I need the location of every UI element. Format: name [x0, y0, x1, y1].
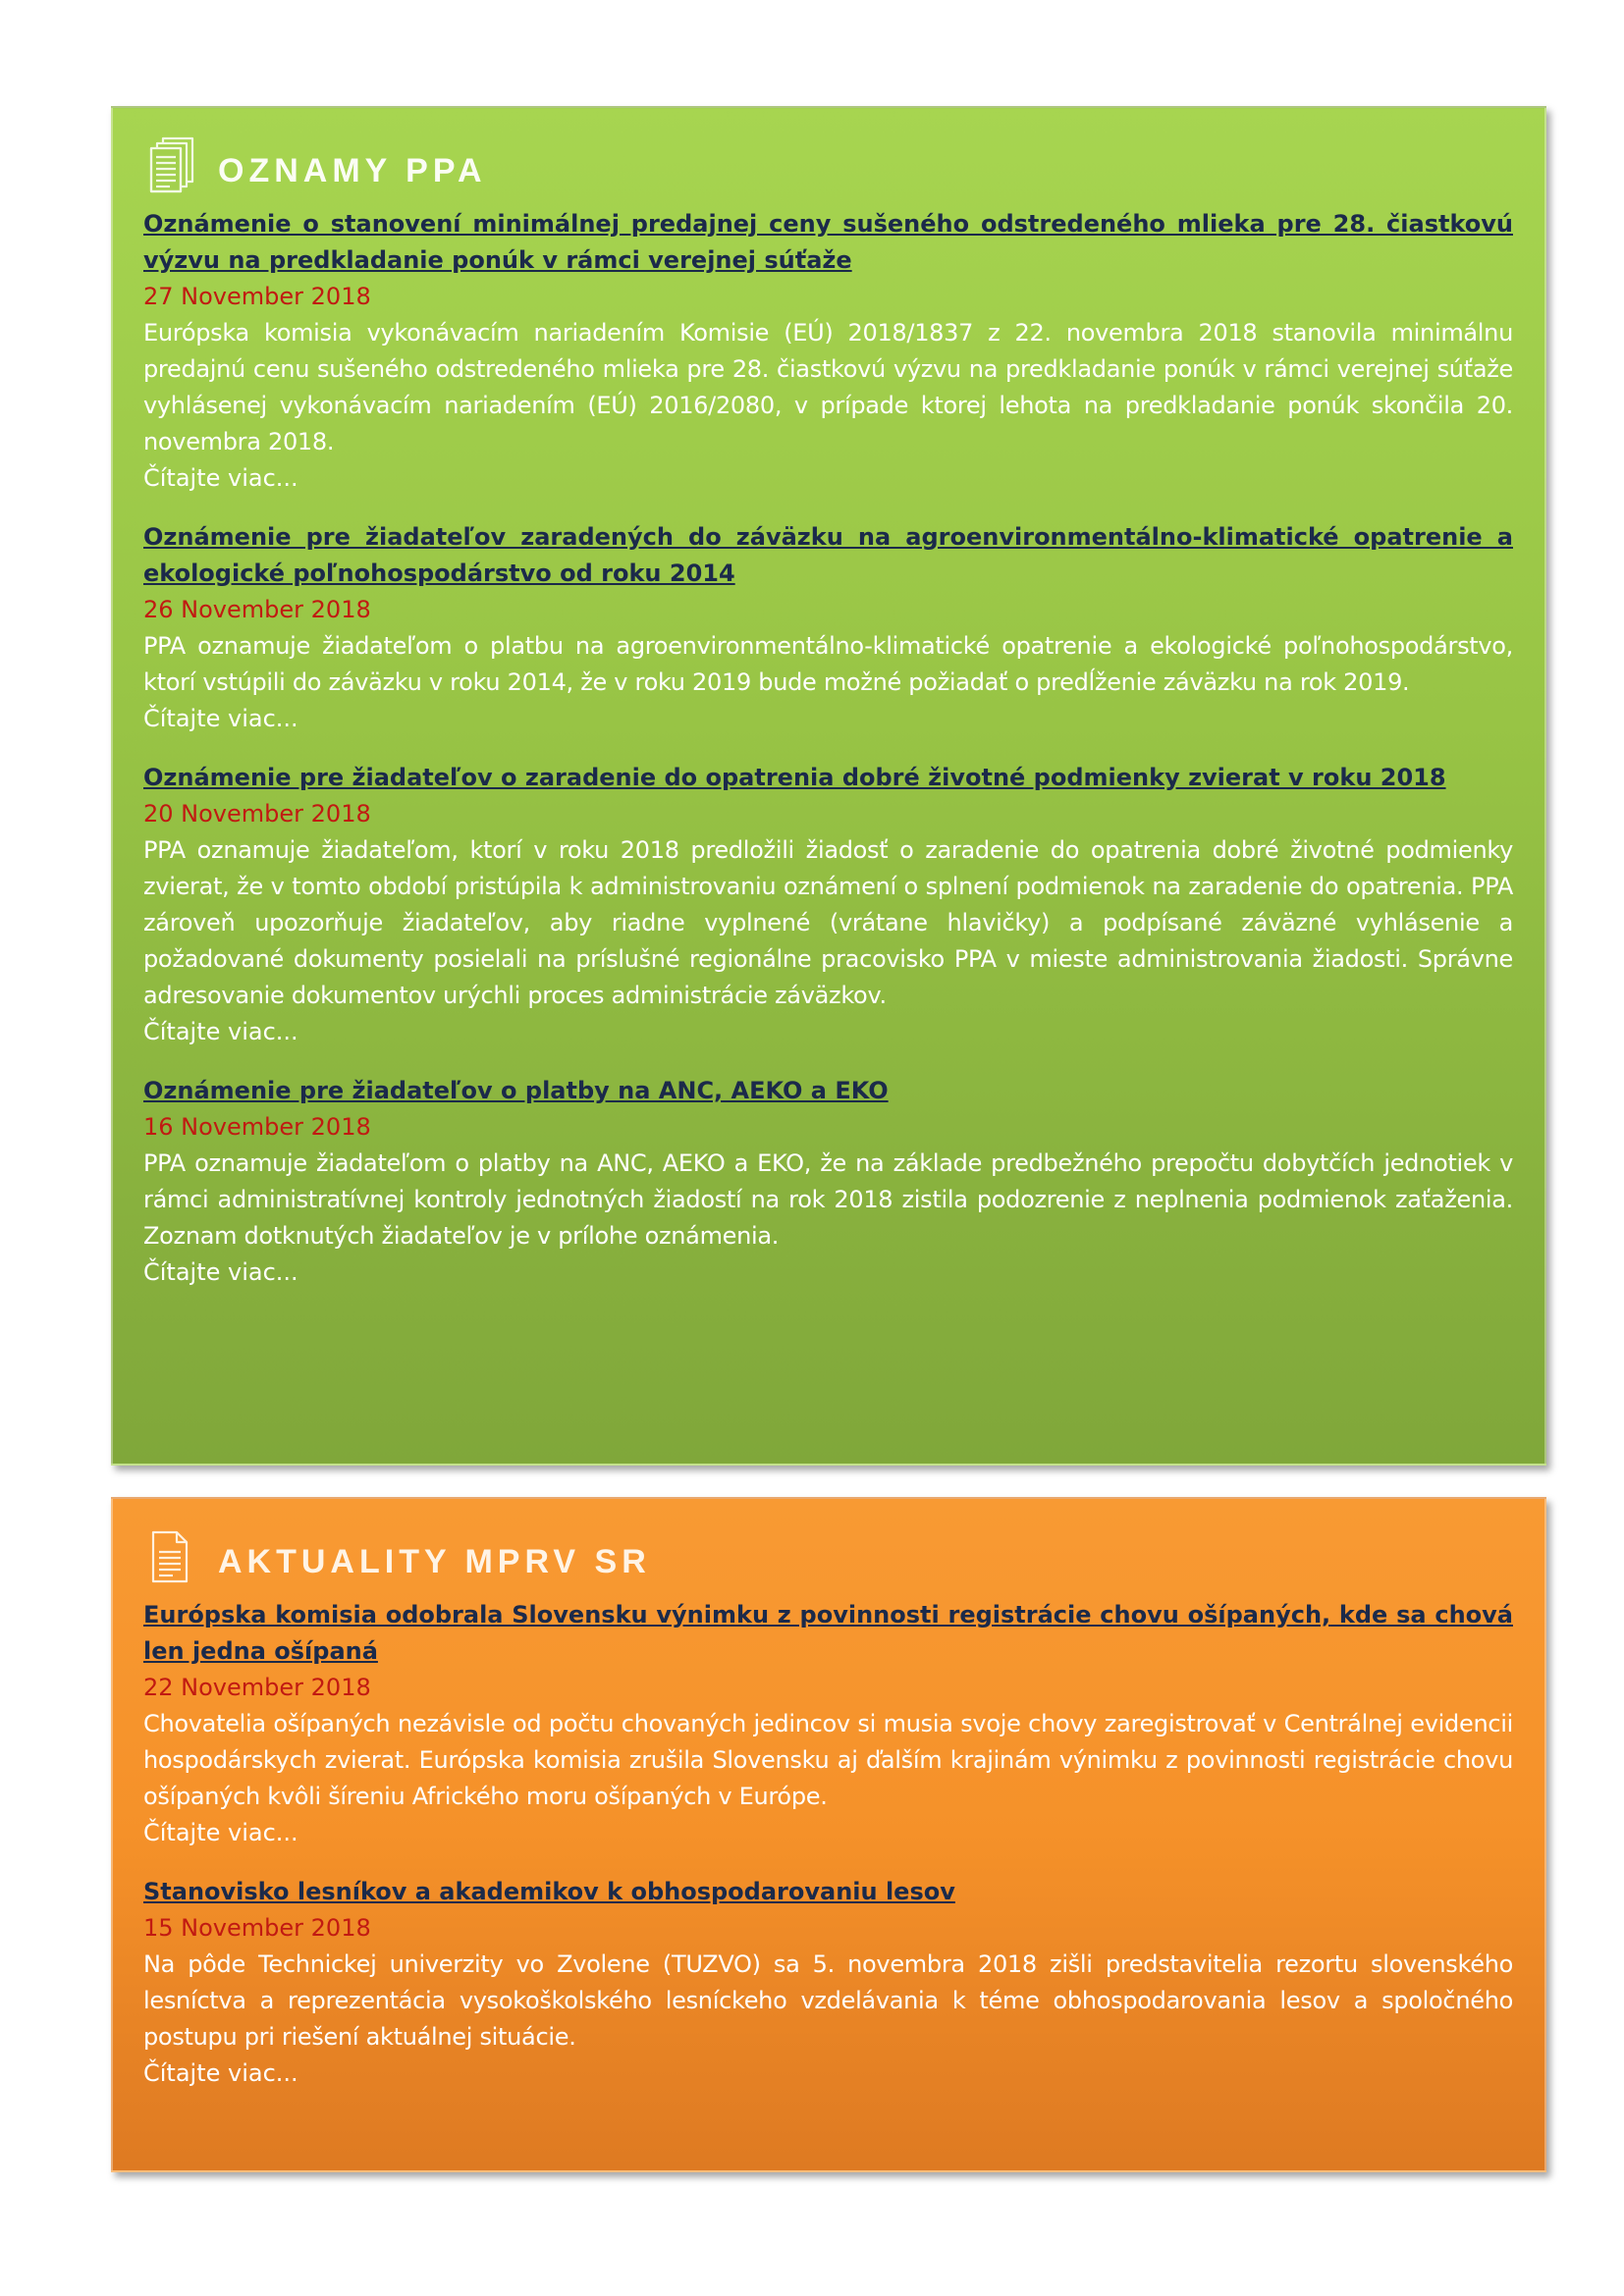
stacked-documents-icon — [143, 135, 202, 196]
article-title-link[interactable]: Oznámenie pre žiadateľov zaradených do záväzku na agroenvironmentálno-klimatické opatrenie a ekologické poľnohospodárstvo od roku 2014 — [143, 523, 1513, 587]
panel-title: OZNAMY PPA — [218, 151, 487, 189]
article-body: Na pôde Technickej univerzity vo Zvolene (TUZVO) sa 5. novembra 2018 zišli predstavitelia rezortu slovenského lesníctva a reprezentácia vysokoškolského lesníckeho vzdelávania k téme obhospodarovania lesov a spoločného postupu pri riešení aktuálnej situácie. — [143, 1950, 1513, 2051]
article-title-link[interactable]: Oznámenie pre žiadateľov o zaradenie do opatrenia dobré životné podmienky zvierat v roku 2018 — [143, 764, 1446, 791]
panel-header — [143, 1524, 1513, 1589]
oznamy-ppa-panel — [111, 106, 1546, 1466]
article-date: 15 November 2018 — [143, 1914, 371, 1942]
article-body: PPA oznamuje žiadateľom o platbu na agroenvironmentálno-klimatické opatrenie a ekologické poľnohospodárstvo, ktorí vstúpili do záväzku v roku 2014, že v roku 2019 bude možné požiadať o predĺženie záväzku na rok 2019. — [143, 632, 1513, 696]
article-date: 22 November 2018 — [143, 1674, 371, 1701]
article-date: 26 November 2018 — [143, 596, 371, 623]
article-item — [143, 1874, 1513, 2092]
article-date: 20 November 2018 — [143, 800, 371, 828]
read-more-link[interactable]: Čítajte viac... — [143, 1018, 298, 1045]
article-item — [143, 1073, 1513, 1291]
aktuality-mprv-panel — [111, 1497, 1546, 2172]
article-item — [143, 519, 1513, 737]
article-item — [143, 206, 1513, 497]
article-title-link[interactable]: Stanovisko lesníkov a akademikov k obhospodarovaniu lesov — [143, 1878, 955, 1905]
article-date: 27 November 2018 — [143, 283, 371, 310]
panel-title: AKTUALITY MPRV SR — [218, 1542, 651, 1580]
read-more-link[interactable]: Čítajte viac... — [143, 464, 298, 492]
article-date: 16 November 2018 — [143, 1113, 371, 1141]
article-title-link[interactable]: Oznámenie o stanovení minimálnej predajnej ceny sušeného odstredeného mlieka pre 28. čiastkovú výzvu na predkladanie ponúk v rámci verejnej súťaže — [143, 210, 1513, 274]
read-more-link[interactable]: Čítajte viac... — [143, 2059, 298, 2087]
article-body: Európska komisia vykonávacím nariadením Komisie (EÚ) 2018/1837 z 22. novembra 2018 stanovila minimálnu predajnú cenu sušeného odstredeného mlieka pre 28. čiastkovú výzvu na predkladanie ponúk v rámci verejnej súťaže vyhlásenej vykonávacím nariadením (EÚ) 2016/2080, v prípade ktorej lehota na predkladanie ponúk skončila 20. novembra 2018. — [143, 319, 1513, 455]
article-item — [143, 760, 1513, 1050]
document-icon — [143, 1526, 202, 1587]
article-body: Chovatelia ošípaných nezávisle od počtu chovaných jedincov si musia svoje chovy zaregistrovať v Centrálnej evidencii hospodárskych zvierat. Európska komisia zrušila Slovensku aj ďalším krajinám výnimku z povinnosti registrácie chovu ošípaných kvôli šíreniu Afrického moru ošípaných v Európe. — [143, 1710, 1513, 1810]
article-body: PPA oznamuje žiadateľom o platby na ANC, AEKO a EKO, že na základe predbežného prepočtu dobytčích jednotiek v rámci administratívnej kontroly jednotných žiadostí na rok 2018 zistila podozrenie z neplnenia podmienok zaťaženia. Zoznam dotknutých žiadateľov je v prílohe oznámenia. — [143, 1149, 1513, 1250]
article-item — [143, 1597, 1513, 1851]
article-title-link[interactable]: Európska komisia odobrala Slovensku výnimku z povinnosti registrácie chovu ošípaných, kde sa chová len jedna ošípaná — [143, 1601, 1513, 1665]
article-body: PPA oznamuje žiadateľom, ktorí v roku 2018 predložili žiadosť o zaradenie do opatrenia dobré životné podmienky zvierat, že v tomto období pristúpila k administrovaniu oznámení o splnení podmienok na zaradenie do opatrenia. PPA zároveň upozorňuje žiadateľov, aby riadne vyplnené (vrátane hlavičky) a podpísané záväzné vyhlásenie a požadované dokumenty posielali na príslušné regionálne pracovisko PPA v mieste administrovania žiadosti. Správne adresovanie dokumentov urýchli proces administrácie záväzkov. — [143, 836, 1513, 1009]
article-title-link[interactable]: Oznámenie pre žiadateľov o platby na ANC, AEKO a EKO — [143, 1077, 889, 1104]
panel-header — [143, 133, 1513, 198]
read-more-link[interactable]: Čítajte viac... — [143, 1819, 298, 1846]
read-more-link[interactable]: Čítajte viac... — [143, 1258, 298, 1286]
read-more-link[interactable]: Čítajte viac... — [143, 705, 298, 732]
